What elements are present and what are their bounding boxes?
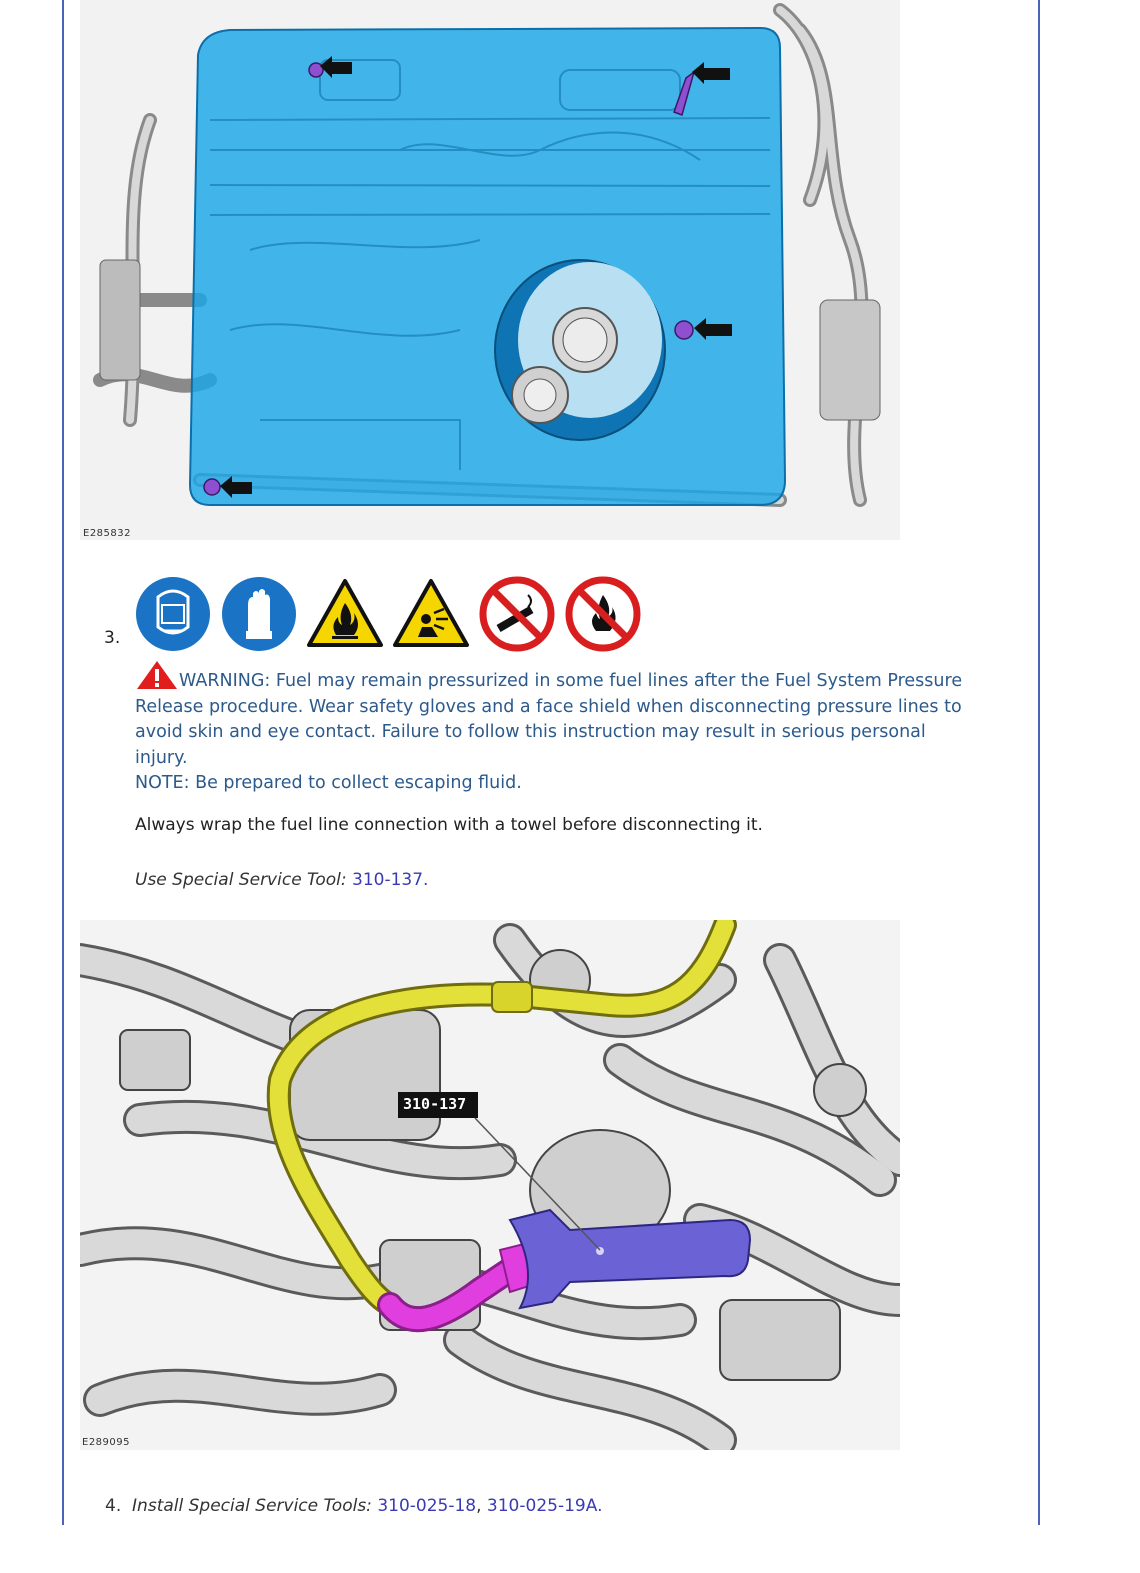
special-tool-suffix: .: [423, 870, 429, 890]
left-margin-rule: [62, 0, 64, 1525]
warning-text: WARNING: Fuel may remain pressurized in some fuel lines after the Fuel System Pressure Release procedure. Wear safety gloves and a face shield when disconnecting pressure lines to avoid skin and eye contact. Failure to follow this instruction may result in serious personal injury.: [135, 671, 963, 768]
tool-link-310-025-18[interactable]: 310-025-18: [377, 1496, 477, 1516]
step-3-number: 3.: [104, 628, 121, 648]
instruction-text: Always wrap the fuel line connection with a towel before disconnecting it.: [135, 815, 763, 835]
step-4-separator: ,: [476, 1496, 482, 1516]
face-shield-icon: [134, 575, 212, 653]
engine-cover-illustration: [80, 0, 900, 540]
right-margin-rule: [1038, 0, 1040, 1525]
warning-triangle-icon: [135, 660, 179, 690]
tool-label: 310-137: [403, 1095, 467, 1113]
step-4-prefix: Install Special Service Tools:: [132, 1496, 372, 1516]
no-smoking-icon: [478, 575, 556, 653]
step-4-suffix: .: [597, 1496, 603, 1516]
pressurized-warning-icon: [392, 575, 470, 653]
special-tool-prefix: Use Special Service Tool:: [135, 870, 347, 890]
flammable-warning-icon: [306, 575, 384, 653]
figure-1-id: E285832: [83, 528, 131, 539]
fuel-line-tool-illustration: [80, 920, 900, 1450]
note-text: NOTE: Be prepared to collect escaping fluid.: [135, 773, 522, 793]
figure-fuel-line-tool: [80, 920, 900, 1450]
tool-link-310-025-19a[interactable]: 310-025-19A: [486, 1496, 598, 1516]
no-open-flame-icon: [564, 575, 642, 653]
warning-block: [135, 660, 980, 797]
safety-icons: [134, 575, 642, 653]
engine-cover-highlight: [190, 28, 785, 505]
gloves-icon: [220, 575, 298, 653]
step-4-line: [105, 1496, 602, 1516]
figure-2-id: E289095: [82, 1437, 130, 1448]
step-4-number: 4.: [105, 1496, 122, 1516]
tool-link-310-137[interactable]: 310-137: [352, 870, 424, 890]
special-tool-line: [135, 870, 428, 890]
figure-engine-cover: [80, 0, 900, 540]
